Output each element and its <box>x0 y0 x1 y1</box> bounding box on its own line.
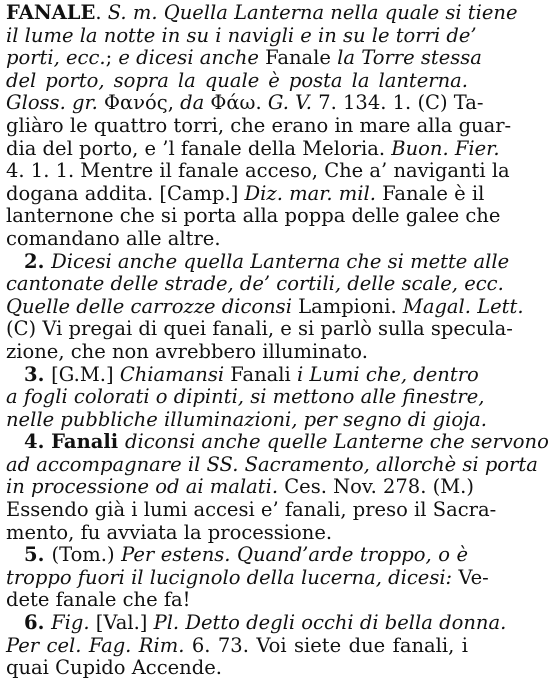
text-line <box>6 544 468 567</box>
text-segment: dogana addita. [Camp.] <box>6 181 245 205</box>
text-segment: da <box>180 91 205 115</box>
text-segment: Lampioni. <box>291 294 403 318</box>
text-line <box>6 498 497 522</box>
sense-2 <box>6 249 524 364</box>
text-segment: Fanali <box>224 362 297 386</box>
text-segment: la Torre stessa <box>337 46 482 70</box>
text-segment: del porto, sopra la quale è posta la lanterna. <box>6 68 468 92</box>
text-segment: 3. <box>24 362 52 386</box>
text-segment: Per estens. Quand’arde troppo, o è <box>121 543 468 567</box>
text-segment: Quella Lanterna nella quale si tiene <box>157 1 518 24</box>
dictionary-page <box>6 1 549 680</box>
text-segment: Dicesi anche quella Lanterna che si mette alle <box>51 249 510 273</box>
text-line <box>6 228 468 251</box>
sense-5 <box>6 543 489 612</box>
text-segment: [Val.] <box>89 611 154 635</box>
text-line <box>6 249 510 274</box>
text-segment: G. V. <box>267 91 313 115</box>
text-segment: nelle pubbliche illuminazioni, per segno di gioja. <box>6 407 487 431</box>
text-line <box>6 657 468 680</box>
text-segment: in processione od ai malati. <box>6 475 279 499</box>
text-segment: Gloss. gr. <box>6 91 98 115</box>
text-segment: Fanali <box>51 430 125 454</box>
text-segment: 4. 1. 1. Mentre il fanale acceso, Che a’ naviganti la <box>6 159 510 183</box>
text-segment: quai Cupido Accende. <box>6 656 222 680</box>
text-line <box>6 272 504 296</box>
text-segment: 5. <box>24 543 52 567</box>
text-line <box>6 565 489 590</box>
text-segment: 4. <box>24 430 52 454</box>
text-line <box>6 635 468 658</box>
text-segment: lanternone che si porta alla poppa delle galee che <box>6 204 501 228</box>
text-segment: cantonate delle strade, de’ cortili, delle scale, ecc. <box>6 272 504 296</box>
text-segment: [G.M.] <box>51 362 120 386</box>
text-segment: troppo fuori il lucignolo della lucerna, dicesi: <box>6 565 453 589</box>
text-line <box>6 407 487 432</box>
text-line <box>6 136 500 161</box>
text-segment: i Lumi che, dentro <box>296 362 479 386</box>
text-segment: S. m. <box>107 1 158 24</box>
text-line <box>6 362 479 387</box>
text-line <box>6 611 507 635</box>
text-segment: Ces. Nov. 278. (M.) <box>278 475 474 499</box>
text-segment: ad accompagnare il SS. Sacramento, allorchè si porta <box>6 452 538 476</box>
text-segment: zione, che non avrebbero illuminato. <box>6 339 368 363</box>
text-line <box>6 341 468 364</box>
text-segment: dete fanale che fa! <box>6 588 191 612</box>
text-line <box>6 204 501 228</box>
text-segment: ; <box>105 46 119 70</box>
text-segment: 7. 134. 1. (C) Ta- <box>312 91 484 115</box>
text-segment: FANALE <box>6 1 96 24</box>
text-segment: Fanale <box>258 46 338 70</box>
text-segment: Φανός, <box>97 91 181 115</box>
text-segment: Diz. mar. mil. <box>244 181 376 205</box>
entry-fanale <box>6 1 518 251</box>
text-line <box>6 23 477 48</box>
text-line <box>6 475 474 499</box>
text-segment: 6. 73. Voi siete due fanali, i <box>184 633 468 657</box>
text-segment: Ve- <box>452 565 489 589</box>
text-segment: Pl. Detto degli occhi di bella donna. <box>153 611 507 635</box>
text-line <box>6 159 510 183</box>
text-line <box>6 317 513 341</box>
text-segment: 2. <box>24 249 52 273</box>
text-segment: porti, ecc. <box>6 46 106 70</box>
text-line <box>6 70 468 93</box>
text-segment: mento, fu avviata la processione. <box>6 520 333 544</box>
text-segment: Chiamansi <box>119 362 225 386</box>
text-segment: a fogli colorati o dipinti, si mettono alle finestre, <box>6 385 485 409</box>
text-segment: Fanale è il <box>375 181 485 205</box>
text-segment: Per cel. Fag. Rim. <box>6 633 185 657</box>
text-line <box>6 452 538 477</box>
sense-3 <box>6 362 487 432</box>
text-line <box>6 181 485 206</box>
text-segment: Quelle delle carrozze diconsi <box>6 294 292 318</box>
text-segment: comandano alle altre. <box>6 226 221 250</box>
text-line <box>6 522 468 545</box>
text-segment: . <box>95 1 108 24</box>
sense-6 <box>6 611 507 680</box>
text-segment: e dicesi anche <box>118 46 259 70</box>
text-segment: dia del porto, e ’l fanale della Meloria. <box>6 136 392 160</box>
text-segment: Magal. Lett. <box>402 294 524 318</box>
text-segment: gliàro le quattro torri, che erano in mare alla guar- <box>6 113 512 137</box>
text-line <box>6 385 485 409</box>
text-line <box>6 91 484 115</box>
sense-4 <box>6 430 549 544</box>
text-segment: Essendo già i lumi accesi e’ fanali, preso il Sacra- <box>6 498 497 522</box>
text-line <box>6 113 512 138</box>
text-segment: Buon. Fier. <box>391 136 500 160</box>
text-segment: il lume la notte in su i navigli e in su le torri de’ <box>6 23 477 47</box>
text-segment: (Tom.) <box>51 543 122 567</box>
text-segment: 6. <box>24 611 52 635</box>
text-segment: Fig. <box>51 611 90 635</box>
text-line <box>6 294 524 319</box>
text-segment: (C) Vi pregai di quei fanali, e si parlò sulla specula- <box>6 317 513 341</box>
text-segment: Φάω. <box>204 91 268 115</box>
text-segment: diconsi anche quelle Lanterne che servono <box>125 430 549 454</box>
text-line <box>6 589 468 612</box>
text-line <box>6 430 549 454</box>
text-line <box>6 1 518 25</box>
text-line <box>6 46 482 70</box>
